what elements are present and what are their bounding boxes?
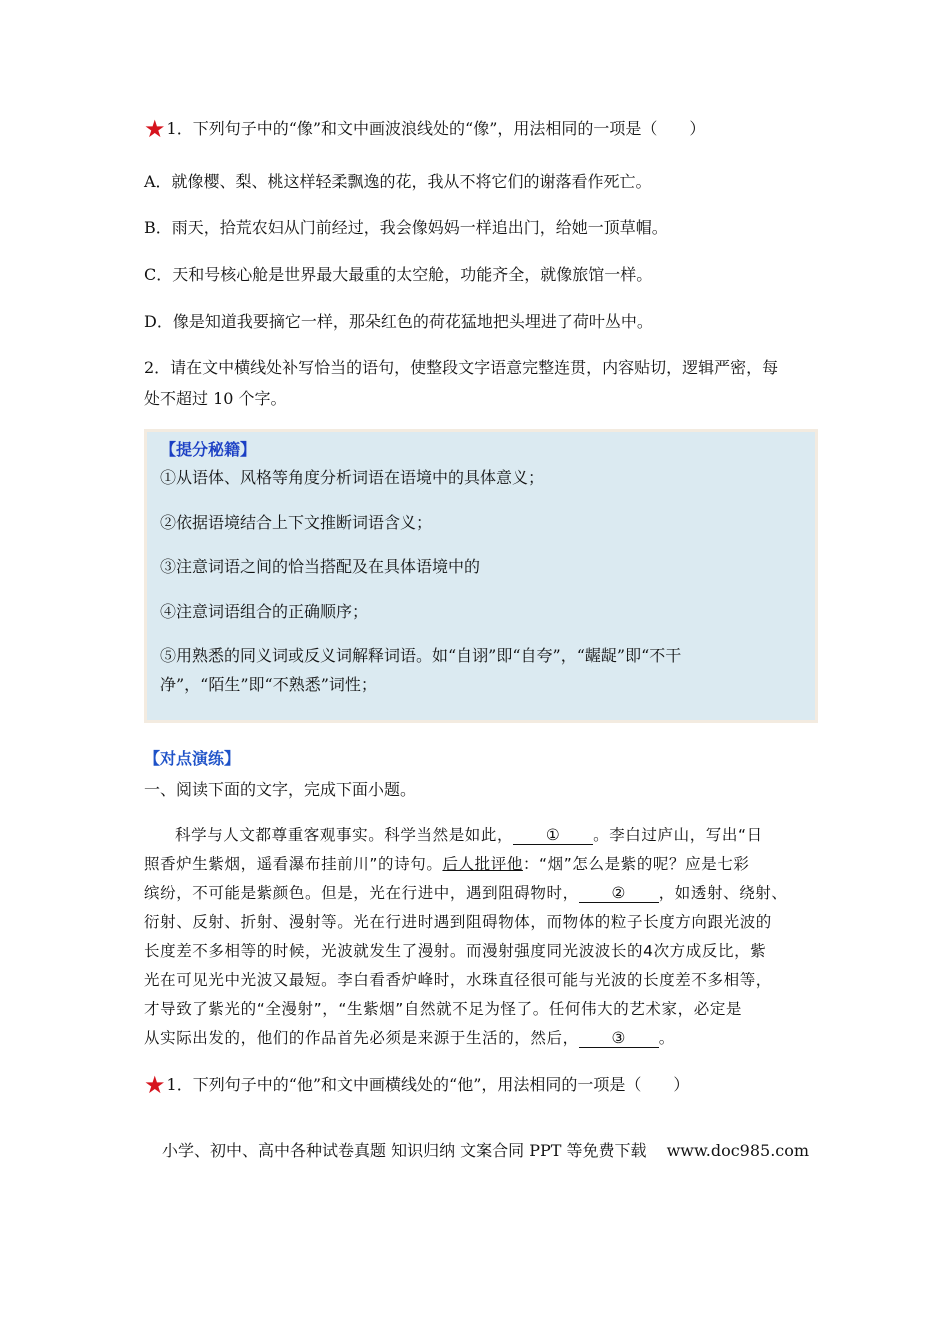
option-a: A．就像樱、梨、桃这样轻柔飘逸的花，我从不将它们的谢落看作死亡。: [144, 172, 652, 191]
passage-text: ：“烟”怎么是紫的呢？应是七彩: [522, 855, 750, 873]
passage-line-5: 长度差不多相等的时候，光波就发生了漫射。而漫射强度同光波波长的4次方成反比，紫: [144, 942, 767, 960]
passage-text: 。李白过庐山，写出“日: [593, 826, 763, 844]
practice-title: 【对点演练】: [144, 749, 241, 768]
passage-line-3: [144, 882, 788, 904]
option-d: D．像是知道我要摘它一样，那朵红色的荷花猛地把头埋进了荷叶丛中。: [144, 312, 653, 331]
tip-item-5: ⑤用熟悉的同义词或反义词解释词语。如“自诩”即“自夸”，“龌龊”即“不干: [160, 646, 682, 665]
footer: [162, 1138, 809, 1161]
star-icon: ★: [144, 115, 166, 143]
passage-text: 科学与人文都尊重客观事实。科学当然是如此，: [175, 826, 514, 844]
passage-text: 从实际出发的，他们的作品首先必须是来源于生活的，然后，: [144, 1029, 579, 1047]
question-1-bottom-text: 1．下列句子中的“他”和文中画横线处的“他”，用法相同的一项是（ ）: [166, 1075, 690, 1094]
question-1-bottom: [144, 1071, 690, 1099]
underlined-phrase: 后人批评他: [442, 855, 523, 873]
blank-2: ②: [579, 884, 659, 903]
tip-item-2: ②依据语境结合上下文推断词语含义；: [160, 513, 433, 532]
tip-item-3: ③注意词语之间的恰当搭配及在具体语境中的: [160, 557, 481, 576]
star-icon: ★: [144, 1071, 166, 1099]
passage-line-4: 衍射、反射、折射、漫射等。光在行进时遇到阻碍物体，而物体的粒子长度方向跟光波的: [144, 913, 772, 931]
passage-line-7: 才导致了紫光的“全漫射”，“生紫烟”自然就不足为怪了。任何伟大的艺术家，必定是: [144, 1000, 743, 1018]
passage-text: 缤纷，不可能是紫颜色。但是，光在行进中，遇到阻碍物时，: [144, 884, 579, 902]
passage-text: ，如透射、绕射、: [658, 884, 788, 902]
tip-item-4: ④注意词语组合的正确顺序；: [160, 602, 369, 621]
passage-line-8: [144, 1027, 675, 1049]
question-1-top: [144, 115, 706, 143]
blank-1: ①: [513, 826, 593, 845]
question-2-line2: 处不超过 10 个字。: [144, 389, 287, 408]
tip-item-1: ①从语体、风格等角度分析词语在语境中的具体意义；: [160, 468, 545, 487]
passage-line-2: [144, 853, 750, 875]
footer-site: www.doc985.com: [666, 1141, 810, 1160]
option-c: C．天和号核心舱是世界最大最重的太空舱，功能齐全，就像旅馆一样。: [144, 265, 653, 284]
question-2-line1: 2．请在文中横线处补写恰当的语句，使整段文字语意完整连贯，内容贴切，逻辑严密，每: [144, 358, 779, 377]
tip-item-5-cont: 净”，“陌生”即“不熟悉”词性；: [160, 675, 377, 694]
passage-line-6: 光在可见光中光波又最短。李白看香炉峰时，水珠直径很可能与光波的长度差不多相等，: [144, 971, 772, 989]
passage-text: 。: [658, 1029, 675, 1047]
tips-title: 【提分秘籍】: [160, 440, 257, 459]
practice-instruction: 一、阅读下面的文字，完成下面小题。: [144, 780, 417, 799]
blank-3: ③: [579, 1029, 659, 1048]
question-1-text: 1．下列句子中的“像”和文中画波浪线处的“像”，用法相同的一项是（ ）: [166, 119, 706, 138]
footer-text: 小学、初中、高中各种试卷真题 知识归纳 文案合同 PPT 等免费下载: [162, 1141, 647, 1160]
passage-line-1: [175, 824, 763, 846]
option-b: B．雨天，拾荒农妇从门前经过，我会像妈妈一样追出门，给她一顶草帽。: [144, 218, 668, 237]
passage-text: 照香炉生紫烟，遥看瀑布挂前川”的诗句。: [144, 855, 443, 873]
tips-box: [147, 432, 815, 720]
